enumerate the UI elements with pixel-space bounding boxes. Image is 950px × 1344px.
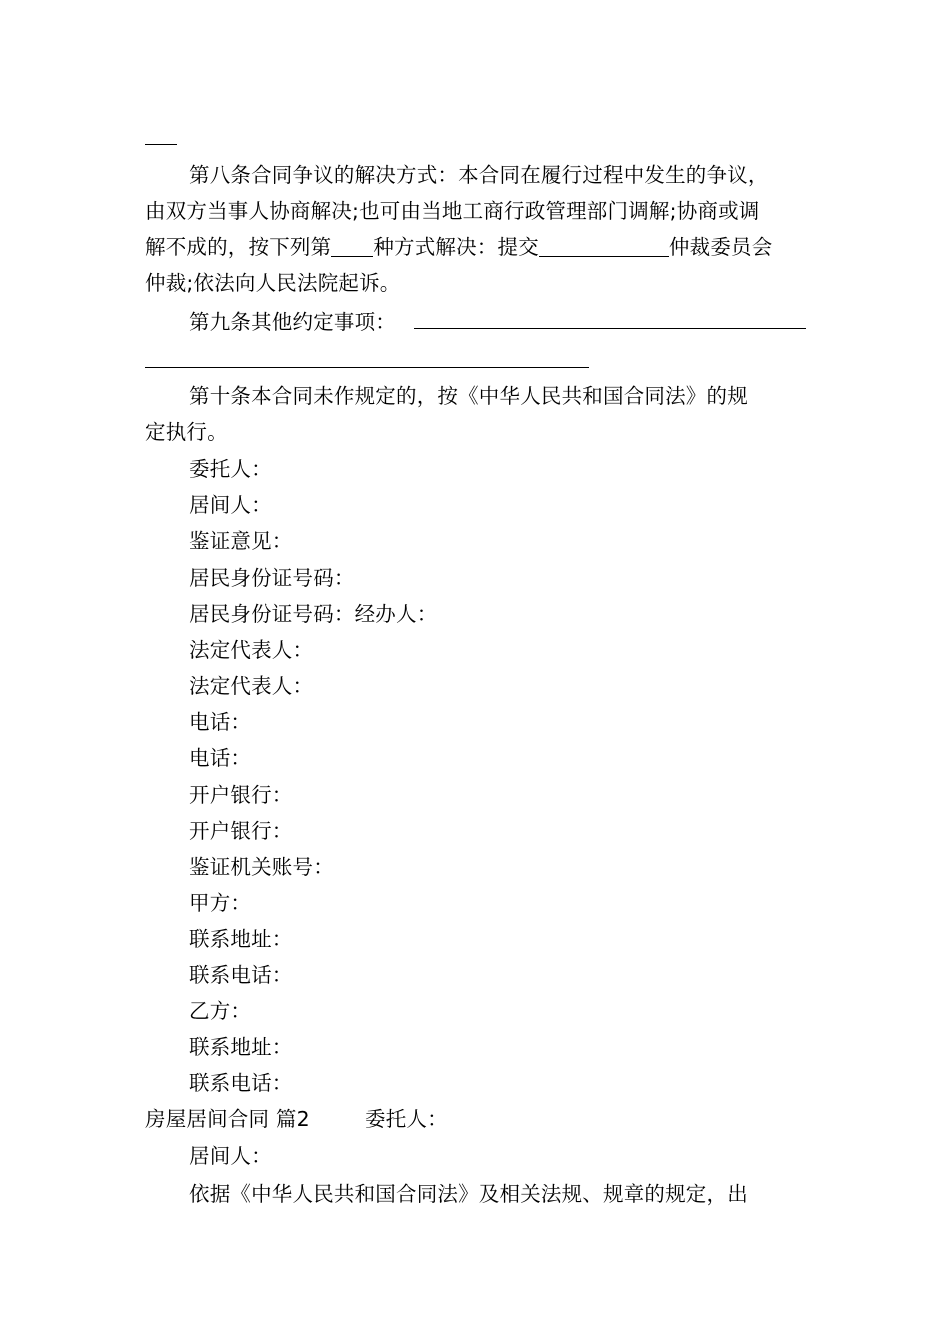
section-2-title: 房屋居间合同 篇2 [145, 1107, 310, 1131]
article-9-blank-2 [145, 367, 589, 368]
sign-line: 委托人： [189, 457, 272, 481]
method-number-blank [331, 236, 373, 258]
sign-line: 电话： [189, 710, 252, 734]
article-9-text: 第九条其他约定事项： [189, 310, 396, 334]
section-2-client: 委托人： [365, 1107, 448, 1131]
sign-line: 鉴证机关账号： [189, 855, 334, 879]
sign-line: 法定代表人： [189, 638, 314, 662]
top-blank-line [145, 144, 177, 145]
sign-line: 联系电话： [189, 1071, 293, 1095]
sign-line: 联系电话： [189, 963, 293, 987]
section-2-broker: 居间人： [189, 1144, 272, 1168]
sign-line: 联系地址： [189, 1035, 293, 1059]
arbitration-committee-blank [539, 236, 669, 258]
article-9-line [189, 304, 396, 340]
sign-line: 联系地址： [189, 927, 293, 951]
sign-line: 鉴证意见： [189, 529, 293, 553]
article-8-text-b: 种方式解决：提交 [373, 235, 539, 259]
article-8-line-2: 由双方当事人协商解决;也可由当地工商行政管理部门调解;协商或调 [145, 199, 760, 223]
sign-line: 乙方： [189, 999, 252, 1023]
article-8-text-c: 仲裁委员会 [668, 235, 773, 259]
article-8-text-a: 解不成的，按下列第 [145, 235, 332, 259]
article-10-line-1: 第十条本合同未作规定的，按《中华人民共和国合同法》的规 [189, 384, 748, 408]
article-8-line-1: 第八条合同争议的解决方式：本合同在履行过程中发生的争议， [189, 163, 769, 187]
article-9-blank-1 [414, 328, 806, 329]
article-8-line-3 [145, 229, 772, 265]
sign-line: 开户银行： [189, 819, 293, 843]
section-2-body: 依据《中华人民共和国合同法》及相关法规、规章的规定，出 [189, 1182, 748, 1206]
sign-line: 居民身份证号码：经办人： [189, 602, 438, 626]
sign-line: 甲方： [189, 891, 252, 915]
sign-line: 居间人： [189, 493, 272, 517]
article-10-line-2: 定执行。 [145, 420, 228, 444]
sign-line: 居民身份证号码： [189, 566, 355, 590]
sign-line: 法定代表人： [189, 674, 314, 698]
sign-line: 电话： [189, 746, 252, 770]
article-8-line-4: 仲裁;依法向人民法院起诉。 [145, 271, 401, 295]
sign-line: 开户银行： [189, 783, 293, 807]
